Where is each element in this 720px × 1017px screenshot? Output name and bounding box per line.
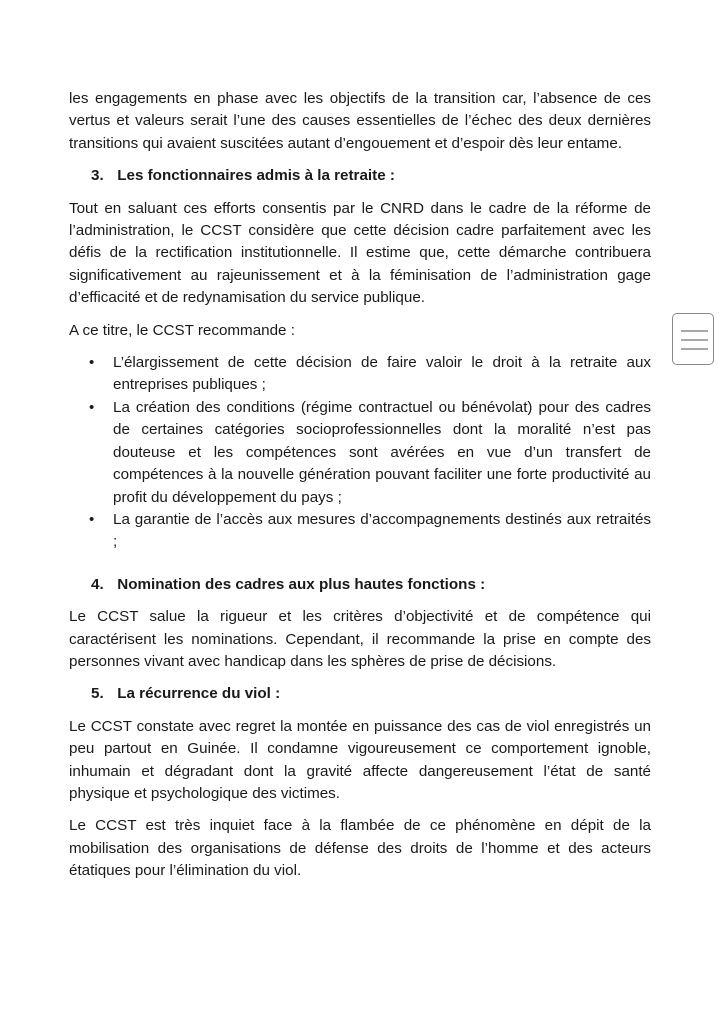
section-3-paragraph-2: A ce titre, le CCST recommande :: [69, 321, 295, 339]
section-3-heading: 3. Les fonctionnaires admis à la retraite :: [91, 167, 395, 185]
section-5-paragraph-1: Le CCST constate avec regret la montée en puissance des cas de viol enregistrés un peu partout en Guinée. Il condamne vigoureusement ce comportement ignoble, inhumain et dégradant dont la gravité affecte dangereusement l’état de santé physique et psychologique des victimes.: [69, 717, 651, 802]
section-4-heading: 4. Nomination des cadres aux plus hautes fonctions :: [91, 575, 486, 593]
recommendation-list: [69, 352, 651, 554]
document-page: [69, 88, 651, 893]
section-4-paragraph-1: Le CCST salue la rigueur et les critères d’objectivité et de compétence qui caractérisent les nominations. Cependant, il recommande la prise en compte des personnes vivant avec handicap dans les sphères de prise de décisions.: [69, 608, 651, 670]
list-item: • La création des conditions (régime contractuel ou bénévolat) pour des cadres de certaines catégories socioprofessionnelles dont la moralité n’est pas douteuse et les compétences sont avérées en vue d’un transfert de compétences à la nouvelle génération pouvant faciliter une forte productivité au profit du développement du pays ;: [69, 397, 651, 509]
section-5-paragraph-2: Le CCST est très inquiet face à la flambée de ce phénomène en dépit de la mobilisation des organisations de défense des droits de l’homme et des acteurs étatiques pour l’élimination du viol.: [69, 817, 651, 880]
document-menu-button[interactable]: [672, 313, 714, 365]
section-5-heading: 5. La récurrence du viol :: [91, 685, 281, 703]
intro-paragraph: les engagements en phase avec les objectifs de la transition car, l’absence de ces vertus et valeurs serait l’une des causes essentielles de l’échec des deux dernières transitions qui avaient suscitées autant d’engouement et d’espoir dès leur entame.: [69, 90, 651, 152]
list-item: • L’élargissement de cette décision de faire valoir le droit à la retraite aux entreprises publiques ;: [69, 352, 651, 397]
section-3-paragraph-1: Tout en saluant ces efforts consentis par le CNRD dans le cadre de la réforme de l’administration, le CCST considère que cette décision cadre parfaitement avec les défis de la rectification institutionnelle. Il estime que, cette démarche contribuera significativement au rajeunissement et à la féminisation de l’administration gage d’efficacité et de redynamisation du service publique.: [69, 199, 651, 307]
list-item: • La garantie de l’accès aux mesures d’accompagnements destinés aux retraités ;: [69, 509, 651, 554]
